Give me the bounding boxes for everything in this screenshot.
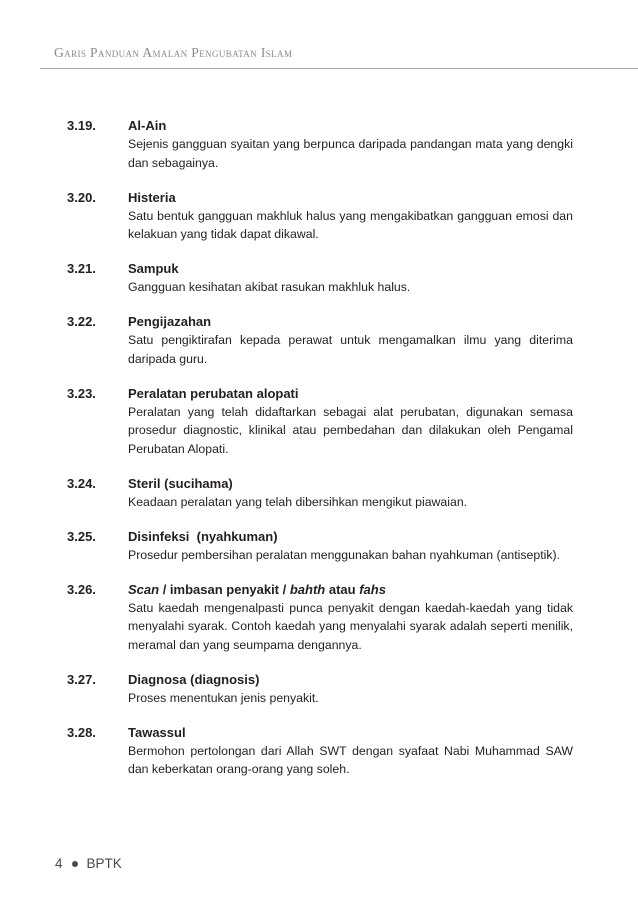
footer-org: BPTK [86,856,122,871]
entry-number: 3.21. [67,261,96,276]
definition-entry [67,528,573,565]
page-footer [55,856,122,871]
entry-term [128,581,573,599]
entry-term: Disinfeksi (nyahkuman) [128,528,278,544]
term-part-italic: bahth [289,581,326,597]
entry-number: 3.28. [67,724,96,740]
entry-definition: Sejenis gangguan syaitan yang berpunca daripada pandangan mata yang dengki dan sebagainya. [128,137,573,170]
entry-number: 3.19. [67,118,96,133]
entry-number: 3.24. [67,475,96,491]
bullet-icon [72,861,78,867]
entry-definition: Satu pengiktirafan kepada perawat untuk mengamalkan ilmu yang diterima daripada guru. [128,333,573,366]
entry-term: Peralatan perubatan alopati [128,385,299,401]
definition-entry [67,385,573,459]
entry-number: 3.25. [67,528,96,544]
entry-term: Steril (sucihama) [128,475,233,491]
definition-entry [67,475,573,512]
entry-number: 3.20. [67,189,96,205]
entry-definition: Satu kaedah mengenalpasti punca penyakit dengan kaedah-kaedah yang tidak menyalahi syarak. Contoh kaedah yang menyalahi syarak adalah seperti menilik, meramal dan yang seumpama dengannya. [128,600,573,652]
entry-term: Al-Ain [128,118,167,133]
entry-term: Diagnosa (diagnosis) [128,671,260,687]
definition-entry [67,189,573,244]
entry-term: Tawassul [128,724,186,740]
term-part-italic: Scan [128,581,160,597]
page-number: 4 [55,856,63,871]
entry-number: 3.22. [67,314,96,329]
entry-definition: Satu bentuk gangguan makhluk halus yang mengakibatkan gangguan emosi dan kelakuan yang tidak dapat dikawal. [128,208,573,241]
entry-definition: Prosedur pembersihan peralatan menggunakan bahan nyahkuman (antiseptik). [128,547,561,562]
entry-definition: Bermohon pertolongan dari Allah SWT dengan syafaat Nabi Muhammad SAW dan keberkatan orang-orang yang soleh. [128,743,573,776]
entry-definition: Peralatan yang telah didaftarkan sebagai alat perubatan, digunakan semasa prosedur diagnostic, klinikal atau pembedahan dan dilakukan oleh Pengamal Perubatan Alopati. [128,404,573,456]
entry-definition: Gangguan kesihatan akibat rasukan makhluk halus. [128,280,411,294]
entry-term: Sampuk [128,261,179,276]
entry-number: 3.27. [67,671,96,687]
entry-definition: Keadaan peralatan yang telah dibersihkan mengikut piawaian. [128,494,468,509]
definition-entry [67,581,573,655]
definition-entry [67,260,573,297]
header-rule [40,68,638,69]
definition-entry [67,117,573,172]
definition-entry [67,724,573,779]
term-part: / imbasan penyakit / [159,581,290,597]
definition-entry [67,313,573,368]
entry-number: 3.26. [67,581,96,597]
entry-number: 3.23. [67,385,96,401]
term-part: atau [325,581,360,597]
definition-entry [67,671,573,708]
entry-term: Pengijazahan [128,314,212,329]
entry-term: Histeria [128,189,176,205]
definitions-list [67,117,573,795]
running-header: Garis Panduan Amalan Pengubatan Islam [54,45,293,60]
entry-definition: Proses menentukan jenis penyakit. [128,690,319,705]
term-part-italic: fahs [359,581,386,597]
